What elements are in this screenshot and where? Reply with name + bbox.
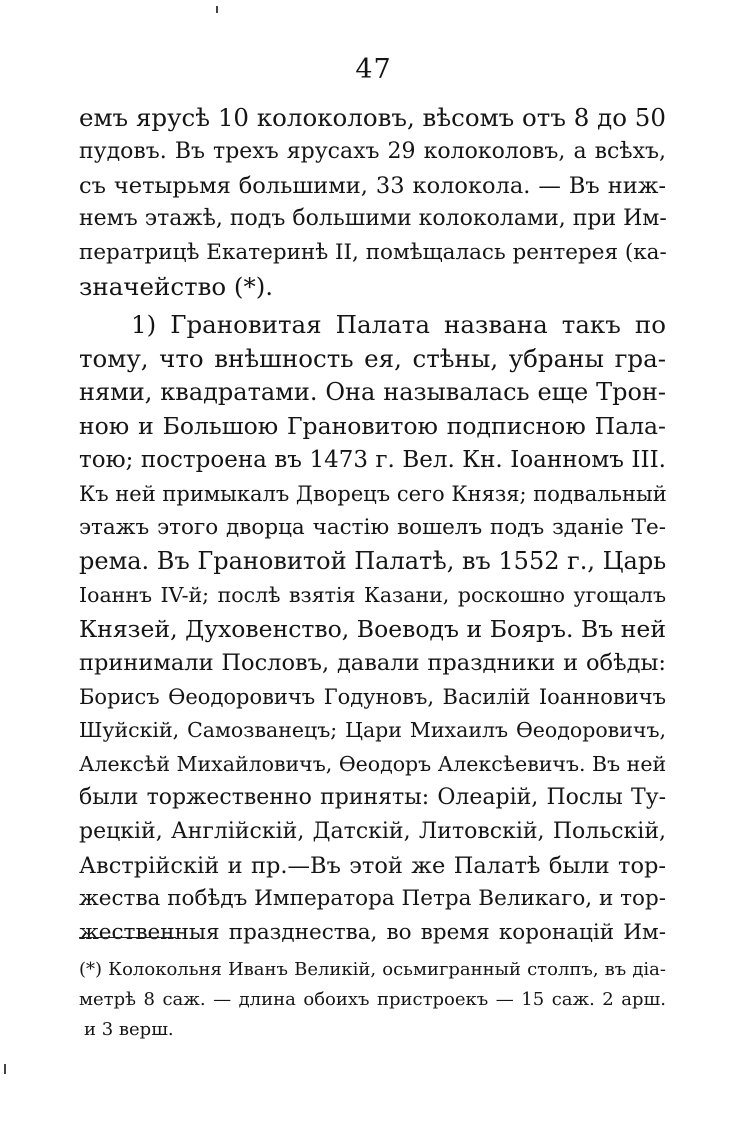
text-line: тою; построена въ 1473 г. Вел. Кн. Іоанномъ III.: [79, 447, 666, 473]
text-line: жества побѣдъ Императора Петра Великаго, и тор-: [79, 886, 666, 912]
text-line: были торжественно приняты: Олеарій, Послы Ту-: [79, 785, 666, 810]
text-line: съ четырьмя большими, 33 колокола. — Въ ниж-: [79, 172, 666, 199]
text-line: рецкій, Англійскій, Датскій, Литовскій, Польскій,: [79, 818, 666, 844]
text-line: Борисъ Ѳеодоровичъ Годуновъ, Василій Іоанновичъ: [79, 684, 666, 709]
footnote-line: метрѣ 8 саж. — длина обоихъ пристроекъ — 15 саж. 2 арш.: [79, 989, 666, 1010]
text-line: емъ ярусѣ 10 колоколовъ, вѣсомъ отъ 8 до 50: [79, 103, 666, 132]
text-line: Къ ней примыкалъ Дворецъ сего Князя; подвальный: [79, 481, 667, 506]
text-line: немъ этажѣ, подъ большими колоколами, при Им-: [79, 206, 667, 232]
text-line: Іоаннъ IV-й; послѣ взятія Казани, роскошно угощалъ: [79, 583, 666, 608]
text-line: Князей, Духовенство, Воеводъ и Бояръ. Въ ней: [79, 615, 666, 643]
text-line: рема. Въ Грановитой Палатѣ, въ 1552 г., Царь: [79, 547, 667, 576]
text-line: этажъ этого дворца частію вошелъ подъ зданіе Те-: [79, 514, 666, 540]
text-line: принимали Пословъ, давали праздники и обѣды:: [79, 649, 666, 676]
text-line: ною и Большою Грановитою подписною Пала-: [79, 412, 666, 441]
scan-speck: [216, 6, 218, 13]
text-line: пудовъ. Въ трехъ ярусахъ 29 колоколовъ, а всѣхъ,: [79, 138, 666, 164]
paragraph-start-line: 1) Грановитая Палата названа такъ по: [131, 309, 666, 339]
text-line: Алексѣй Михайловичъ, Ѳеодоръ Алексѣевичъ. Въ ней: [79, 752, 667, 777]
footnote-line: (*) Колокольня Иванъ Великій, осьмигранный столпъ, въ діа-: [79, 959, 666, 980]
footnote-divider: [79, 937, 176, 938]
footnote-line: и 3 верш.: [84, 1019, 174, 1040]
text-line: значейство (*).: [79, 272, 274, 301]
text-line: тому, что внѣшность ея, стѣны, убраны гра-: [79, 343, 666, 373]
scan-speck: [4, 1064, 6, 1074]
text-line: нями, квадратами. Она называлась еще Трон-: [79, 378, 666, 407]
text-line: жественныя празднества, во время коронацій Им-: [79, 920, 666, 946]
page-number: 47: [355, 54, 392, 85]
text-line: ператрицѣ Екатеринѣ II, помѣщалась рентерея (ка-: [79, 240, 667, 266]
text-line: Австрійскій и пр.—Въ этой же Палатѣ были тор-: [79, 852, 666, 879]
text-line: Шуйскій, Самозванецъ; Цари Михаилъ Ѳеодоровичъ,: [79, 718, 666, 743]
